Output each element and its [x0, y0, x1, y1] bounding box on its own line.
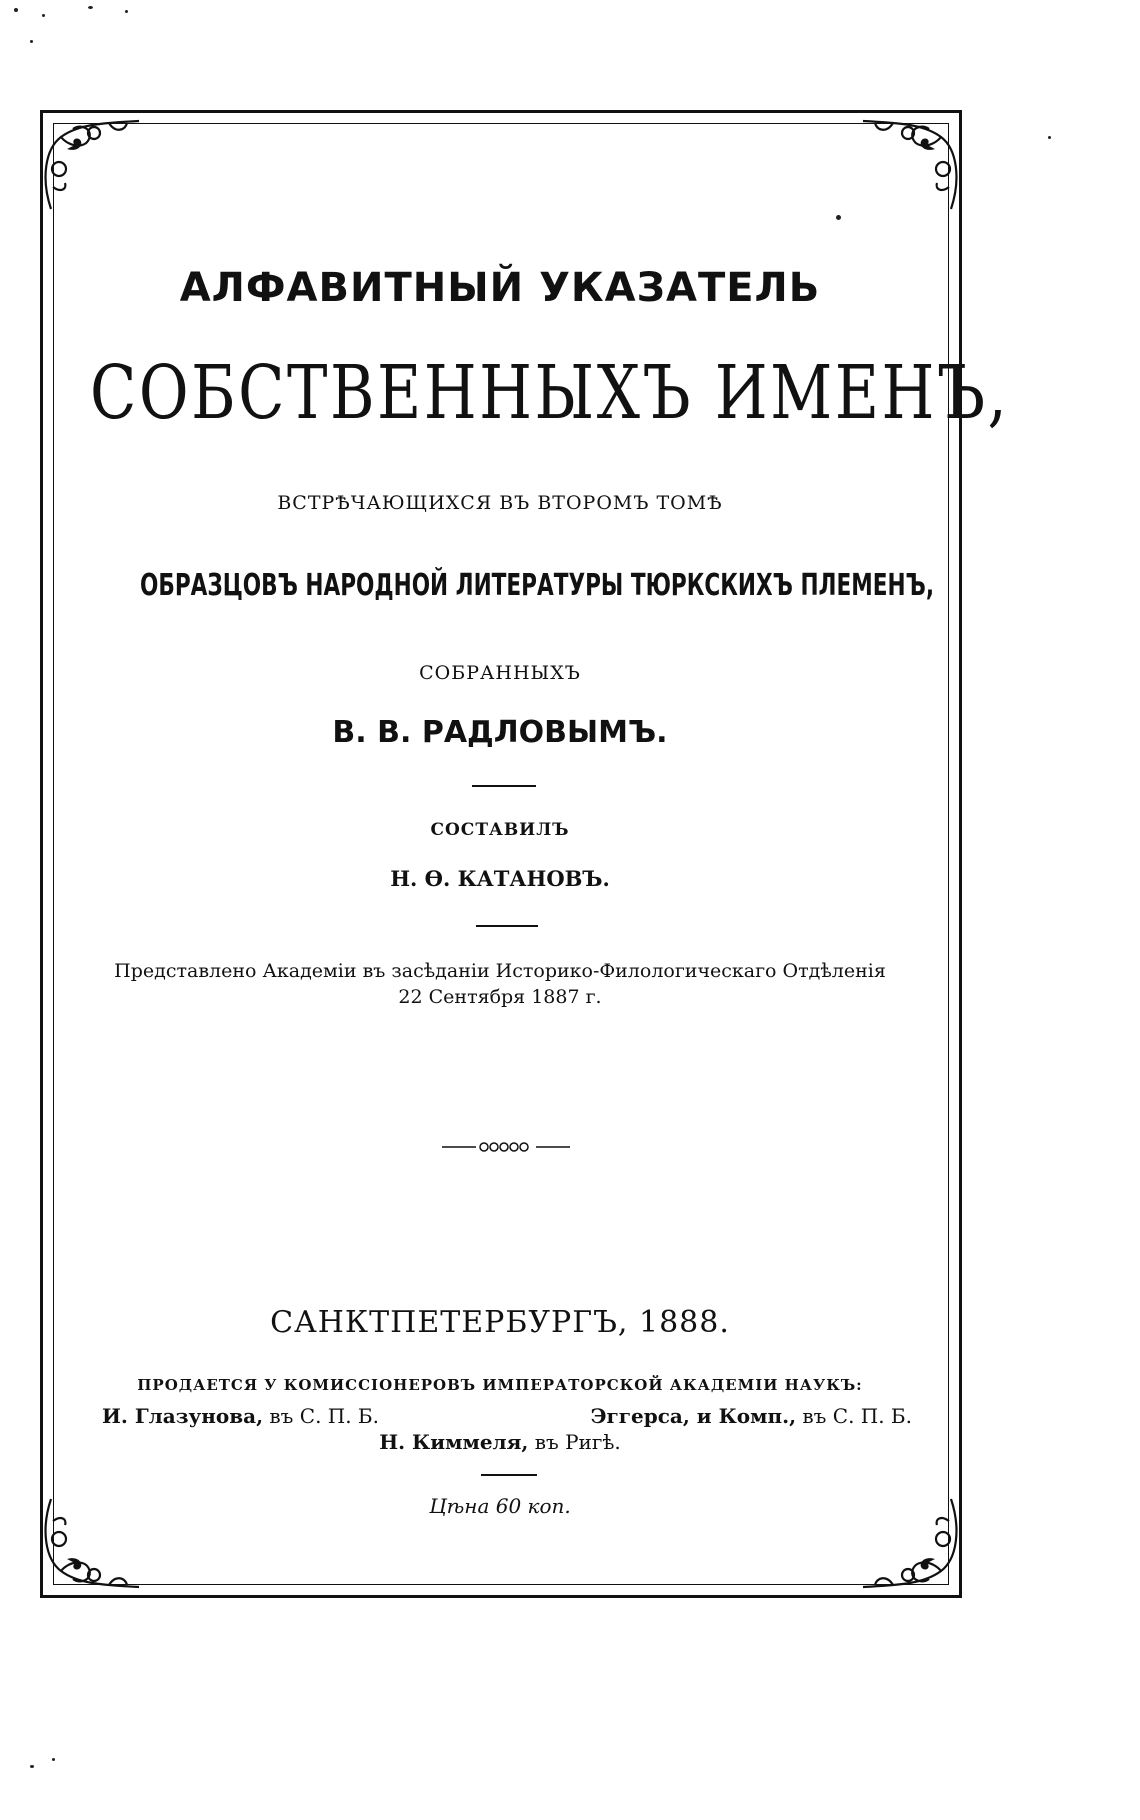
presented-line-2: 22 Сентября 1887 г. — [398, 986, 602, 1008]
ornamental-rule — [442, 1140, 570, 1154]
divider-rule — [472, 785, 536, 787]
collected-label: СОБРАННЫХЪ — [419, 662, 581, 684]
agent-name: И. Глазунова, — [102, 1404, 264, 1428]
agent-place: въ С. П. Б. — [796, 1404, 912, 1428]
subtitle-line-1: ВСТРѢЧАЮЩИХСЯ ВЪ ВТОРОМЪ ТОМѢ — [277, 492, 723, 514]
imprint-city-year: САНКТПЕТЕРБУРГЪ, 1888. — [270, 1305, 730, 1340]
inner-border — [53, 123, 1010, 1585]
agent-glazunov — [102, 1404, 379, 1428]
scan-speck — [125, 10, 128, 13]
agent-name: Эггерса, и Комп., — [590, 1404, 797, 1428]
corner-ornament-top-right — [853, 109, 963, 219]
agent-name: Н. Киммеля, — [379, 1430, 529, 1454]
sale-note: ПРОДАЕТСЯ У КОМИССІОНЕРОВЪ ИМПЕРАТОРСКОЙ АКАДЕМІИ НАУКЪ: — [137, 1376, 863, 1394]
agent-place: въ С. П. Б. — [263, 1404, 379, 1428]
collector-name: В. В. РАДЛОВЫМЪ. — [332, 715, 668, 750]
agent-place: въ Ригѣ. — [528, 1430, 621, 1454]
scan-speck — [1048, 136, 1051, 139]
presented-line-1: Представлено Академіи въ засѣданіи Историко-Филологическаго Отдѣленія — [114, 960, 886, 982]
scan-speck — [14, 8, 18, 12]
corner-ornament-top-left — [39, 109, 149, 219]
title-line-1: АЛФАВИТНЫЙ УКАЗАТЕЛЬ — [179, 265, 821, 311]
compiler-name: Н. Ѳ. КАТАНОВЪ. — [390, 866, 610, 891]
scan-speck — [30, 1765, 34, 1768]
scan-speck — [42, 14, 45, 17]
scan-speck — [30, 40, 33, 43]
title-line-2: СОБСТВЕННЫХЪ ИМЕНЪ, — [90, 350, 1010, 436]
scan-speck — [52, 1758, 55, 1761]
compiled-label: СОСТАВИЛЪ — [430, 820, 570, 840]
divider-rule — [481, 1474, 537, 1476]
scan-speck — [88, 6, 93, 9]
divider-rule — [476, 925, 538, 927]
agent-eggers — [591, 1404, 912, 1428]
subtitle-line-2: ОБРАЗЦОВЪ НАРОДНОЙ ЛИТЕРАТУРЫ ТЮРКСКИХЪ ПЛЕМЕНЪ, — [140, 568, 935, 603]
page-border — [40, 110, 1010, 1598]
price: Цѣна 60 коп. — [429, 1494, 571, 1518]
agent-kimmel — [0, 1430, 1000, 1454]
